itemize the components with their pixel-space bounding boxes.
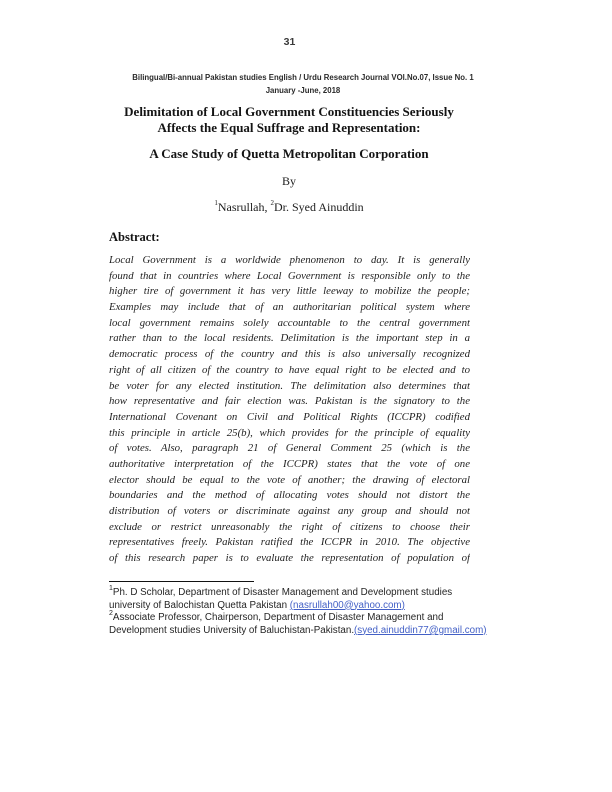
paper-title-line1: Delimitation of Local Government Constituencies Seriously: [124, 104, 454, 119]
abstract-line: Local Government is a worldwide phenomenon to day. It is generally: [109, 254, 470, 266]
abstract-line: authoritative interpretation of the ICCPR) states that the vote of one: [109, 457, 470, 470]
abstract-body: [109, 253, 470, 567]
abstract-line: how representative and fair election was. Pakistan is the signatory to the: [109, 395, 470, 408]
footnote-1-email-link[interactable]: (nasrullah00@yahoo.com): [289, 599, 405, 611]
abstract-line: be voter for any elected institution. The delimitation also determines that: [109, 379, 470, 392]
abstract-line: higher tire of government it has very little leeway to mobilize the people;: [109, 285, 470, 298]
page-number: 31: [283, 36, 296, 48]
footnote-2-text2: Development studies University of Baluchistan-Pakistan.: [109, 624, 355, 636]
footnote-1-text: Ph. D Scholar, Department of Disaster Management and Development studies: [112, 587, 453, 598]
author1-superscript: 1: [214, 199, 218, 207]
abstract-line: local government remains solely accountable to the central government: [109, 316, 470, 329]
abstract-line: elector should be equal to the vote of another; the drawing of electoral: [109, 473, 470, 486]
journal-header-line1: Bilingual/Bi-annual Pakistan studies English / Urdu Research Journal VOl.No.07, Issue No. 1: [132, 73, 474, 82]
author2-name: Dr. Syed Ainuddin: [273, 200, 364, 214]
byline-by: By: [281, 174, 296, 188]
footnote-2-line2: [109, 625, 487, 638]
abstract-line: right of all citizen of the country to have equal right to be elected and to: [109, 363, 470, 376]
abstract-line: of votes. Also, paragraph 21 of General Comment 25 (which is the: [109, 442, 470, 455]
abstract-heading: Abstract:: [109, 230, 160, 244]
author2-superscript: 2: [270, 199, 274, 207]
footnote-2-email-link[interactable]: (syed.ainuddin77@gmail.com): [354, 624, 487, 636]
author1-name: Nasrullah,: [217, 200, 271, 214]
abstract-line: of this research paper is to evaluate the representation of population of: [109, 552, 470, 565]
abstract-line: boundaries and the method of allocating votes should not distort the: [109, 489, 470, 502]
footnote-1-line1: [109, 584, 487, 600]
abstract-line: International Covenant on Civil and Political Rights (ICCPR) codified: [109, 410, 470, 423]
abstract-line: this principle in article 25(b), which provides for the principle of equality: [109, 426, 470, 439]
paper-subtitle: A Case Study of Quetta Metropolitan Corporation: [149, 146, 429, 161]
footnote-2-line1: [109, 609, 487, 625]
abstract-line: democratic process of the country and this is also universally recognized: [109, 348, 470, 361]
paper-title: [96, 104, 482, 135]
journal-header-line2: January -June, 2018: [265, 86, 341, 95]
footnote-1-text2: university of Balochistan Quetta Pakistan: [109, 599, 290, 611]
authors-line: [96, 200, 482, 215]
abstract-line: Examples may include that of an authoritarian political system where: [109, 301, 470, 314]
abstract-line: exclude or restrict unreasonably the right of citizens to choose their: [109, 520, 470, 533]
abstract-line: distribution of voters or discriminate against any group and should not: [109, 505, 470, 517]
journal-header: [33, 71, 573, 97]
footnote-1-line2: [109, 600, 487, 613]
abstract-line: representatives freely. Pakistan ratified the ICCPR in 2010. The objective: [109, 536, 470, 549]
abstract-line: rather than to the local residents. Delimitation is the important step in a: [109, 332, 470, 345]
paper-title-line2: Affects the Equal Suffrage and Representation:: [157, 119, 421, 135]
footnote-1-superscript: 1: [109, 584, 113, 592]
footnotes: [109, 584, 487, 637]
abstract-line: found that in countries where Local Government is responsible only to the: [109, 269, 470, 282]
footnote-separator: [109, 581, 254, 582]
footnote-2-superscript: 2: [109, 609, 113, 617]
footnote-2-text: Associate Professor, Chairperson, Department of Disaster Management and: [112, 612, 444, 624]
